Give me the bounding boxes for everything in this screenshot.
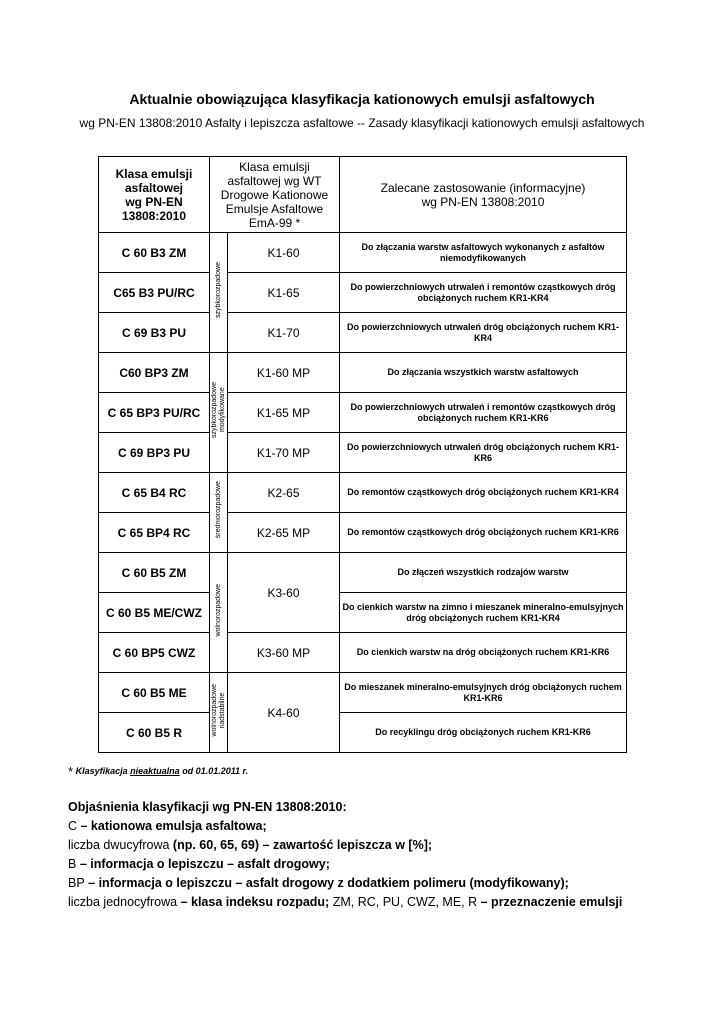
wt-class-cell: K2-65	[228, 473, 340, 513]
class-cell: C 60 B3 ZM	[99, 233, 210, 273]
table-row	[99, 473, 627, 513]
class-cell: C 69 BP3 PU	[99, 433, 210, 473]
explanation-line: BP – informacja o lepiszczu – asfalt drogowy z dodatkiem polimeru (modyfikowany);	[68, 876, 569, 890]
usage-cell: Do powierzchniowych utrwaleń dróg obciążonych ruchem KR1-KR4	[340, 313, 627, 353]
wt-class-cell: K3-60	[228, 553, 340, 633]
explanation-section	[68, 798, 622, 912]
group-label-fast: szybkorozpadowe	[210, 233, 228, 353]
class-cell: C 69 B3 PU	[99, 313, 210, 353]
class-cell: C 60 B5 R	[99, 713, 210, 753]
table-row	[99, 433, 627, 473]
wt-class-cell: K1-70 MP	[228, 433, 340, 473]
class-cell: C60 BP3 ZM	[99, 353, 210, 393]
usage-cell: Do powierzchniowych utrwaleń i remontów cząstkowych dróg obciążonych ruchem KR1-KR4	[340, 273, 627, 313]
table-row	[99, 353, 627, 393]
table-row	[99, 313, 627, 353]
header-class-pn-en: Klasa emulsji asfaltowej wg PN-EN 13808:2010	[99, 157, 210, 233]
usage-cell: Do powierzchniowych utrwaleń dróg obciążonych ruchem KR1-KR6	[340, 433, 627, 473]
footnote-asterisk: *	[68, 764, 74, 779]
table-row	[99, 553, 627, 593]
header-usage: Zalecane zastosowanie (informacyjne) wg PN-EN 13808:2010	[340, 157, 627, 233]
wt-class-cell: K1-60	[228, 233, 340, 273]
wt-class-cell: K1-65	[228, 273, 340, 313]
wt-class-cell: K1-60 MP	[228, 353, 340, 393]
explanation-line: liczba dwucyfrowa (np. 60, 65, 69) – zawartość lepiszcza w [%];	[68, 838, 433, 852]
explanation-heading: Objaśnienia klasyfikacji wg PN-EN 13808:2010:	[68, 800, 347, 814]
explanation-line: liczba jednocyfrowa – klasa indeksu rozpadu; ZM, RC, PU, CWZ, ME, R – przeznaczenie emulsji	[68, 895, 623, 909]
usage-cell: Do mieszanek mineralno-emulsyjnych dróg obciążonych ruchem KR1-KR6	[340, 673, 627, 713]
usage-cell: Do cienkich warstw na zimno i mieszanek mineralno-emulsyjnych dróg obciążonych ruchem KR1-KR4	[340, 593, 627, 633]
footnote-text: Klasyfikacja nieaktualna od 01.01.2011 r.	[75, 766, 249, 776]
wt-class-cell: K1-70	[228, 313, 340, 353]
table-row	[99, 513, 627, 553]
class-cell: C 60 B5 ME	[99, 673, 210, 713]
table-row	[99, 233, 627, 273]
explanation-line: C – kationowa emulsja asfaltowa;	[68, 819, 267, 833]
page-subtitle: wg PN-EN 13808:2010 Asfalty i lepiszcza asfaltowe -- Zasady klasyfikacji kationowych emulsji asfaltowych	[79, 116, 645, 130]
class-cell: C 65 B4 RC	[99, 473, 210, 513]
table-row	[99, 633, 627, 673]
wt-class-cell: K2-65 MP	[228, 513, 340, 553]
usage-cell: Do remontów cząstkowych dróg obciążonych ruchem KR1-KR4	[340, 473, 627, 513]
usage-cell: Do złączania warstw asfaltowych wykonanych z asfaltów niemodyfikowanych	[340, 233, 627, 273]
wt-class-cell: K1-65 MP	[228, 393, 340, 433]
class-cell: C 65 BP4 RC	[99, 513, 210, 553]
class-cell: C65 B3 PU/RC	[99, 273, 210, 313]
usage-cell: Do powierzchniowych utrwaleń i remontów cząstkowych dróg obciążonych ruchem KR1-KR6	[340, 393, 627, 433]
table-row	[99, 393, 627, 433]
group-label-slow: wolnorozpadowe	[210, 553, 228, 673]
usage-cell: Do złączania wszystkich warstw asfaltowych	[340, 353, 627, 393]
class-cell: C 60 B5 ZM	[99, 553, 210, 593]
usage-cell: Do cienkich warstw na dróg obciążonych ruchem KR1-KR6	[340, 633, 627, 673]
wt-class-cell: K4-60	[228, 673, 340, 753]
wt-class-cell: K3-60 MP	[228, 633, 340, 673]
usage-cell: Do recyklingu dróg obciążonych ruchem KR1-KR6	[340, 713, 627, 753]
explanation-line: B – informacja o lepiszczu – asfalt drogowy;	[68, 857, 330, 871]
class-cell: C 60 BP5 CWZ	[99, 633, 210, 673]
group-label-slow-superstable: wolnorozpadowe nadstabilne	[210, 673, 228, 753]
page-title: Aktualnie obowiązująca klasyfikacja kationowych emulsji asfaltowych	[129, 91, 595, 107]
class-cell: C 60 B5 ME/CWZ	[99, 593, 210, 633]
table-row	[99, 713, 627, 753]
table-row	[99, 273, 627, 313]
classification-table	[98, 156, 627, 753]
group-label-fast-modified: szybkorozpadowe modyfikowane	[210, 353, 228, 473]
usage-cell: Do remontów cząstkowych dróg obciążonych ruchem KR1-KR6	[340, 513, 627, 553]
table-header-row	[99, 157, 627, 233]
footnote	[68, 764, 248, 779]
table-row	[99, 673, 627, 713]
header-class-wt: Klasa emulsji asfaltowej wg WT Drogowe Kationowe Emulsje Asfaltowe EmA-99 *	[210, 157, 340, 233]
usage-cell: Do złączeń wszystkich rodzajów warstw	[340, 553, 627, 593]
group-label-medium: średniorozpadowe	[210, 473, 228, 553]
table-row	[99, 593, 627, 633]
class-cell: C 65 BP3 PU/RC	[99, 393, 210, 433]
